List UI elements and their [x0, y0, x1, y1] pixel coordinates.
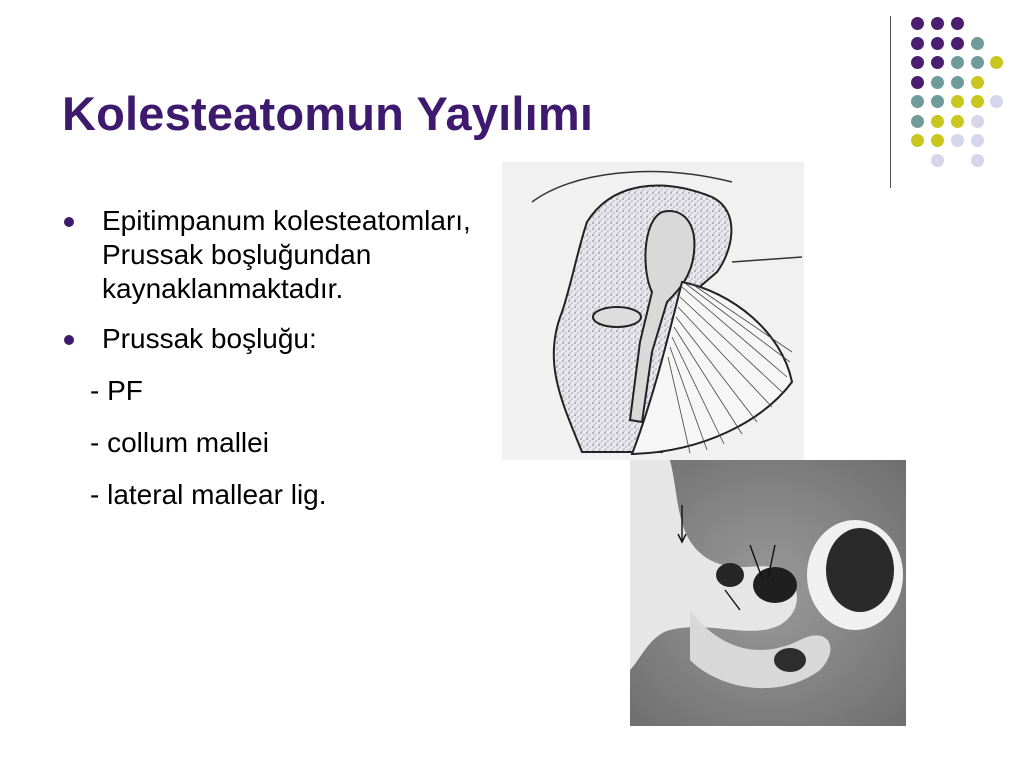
sub-item: - lateral mallear lig. [90, 479, 327, 510]
decorative-dot-icon [951, 37, 964, 50]
decorative-vertical-rule [890, 16, 891, 188]
bullet-text: Epitimpanum kolesteatomları, Prussak boşluğundan kaynaklanmaktadır. [102, 205, 471, 304]
ct-scan-icon [630, 460, 906, 726]
decorative-dot-icon [931, 17, 944, 30]
decorative-dot-icon [931, 76, 944, 89]
sub-item: - collum mallei [90, 427, 269, 458]
decorative-dot-icon [931, 134, 944, 147]
decorative-dot-icon [911, 95, 924, 108]
decorative-dot-icon [951, 115, 964, 128]
ct-scan-image [630, 460, 906, 726]
decorative-dot-icon [911, 17, 924, 30]
decorative-dot-icon [931, 115, 944, 128]
bullet-dot-icon [64, 217, 74, 227]
bullet-list [60, 204, 480, 512]
decorative-dot-icon [951, 76, 964, 89]
decorative-dot-icon [911, 115, 924, 128]
slide-title: Kolesteatomun Yayılımı [62, 87, 594, 140]
decorative-dot-icon [971, 56, 984, 69]
decorative-dot-icon [931, 95, 944, 108]
decorative-dot-icon [951, 134, 964, 147]
decorative-dot-icon [911, 134, 924, 147]
decorative-dot-icon [911, 37, 924, 50]
decorative-dot-icon [931, 56, 944, 69]
decorative-dot-icon [911, 76, 924, 89]
decorative-dot-icon [971, 115, 984, 128]
bullet-item [60, 322, 480, 356]
anatomical-drawing-icon [502, 162, 804, 460]
decorative-dot-icon [971, 37, 984, 50]
decorative-dot-icon [911, 56, 924, 69]
decorative-dot-icon [990, 95, 1003, 108]
decorative-dot-icon [971, 134, 984, 147]
decorative-dot-icon [971, 154, 984, 167]
decorative-dot-icon [951, 17, 964, 30]
bullet-item [60, 204, 480, 306]
decorative-dot-icon [971, 76, 984, 89]
sub-item: - PF [90, 375, 143, 406]
decorative-dot-icon [971, 95, 984, 108]
decorative-dot-icon [951, 56, 964, 69]
decorative-dot-icon [951, 95, 964, 108]
decorative-dot-icon [990, 56, 1003, 69]
decorative-dot-icon [931, 154, 944, 167]
decorative-dot-icon [931, 37, 944, 50]
bullet-dot-icon [64, 335, 74, 345]
anatomical-drawing-image [502, 162, 804, 460]
bullet-text: Prussak boşluğu: [102, 323, 317, 354]
